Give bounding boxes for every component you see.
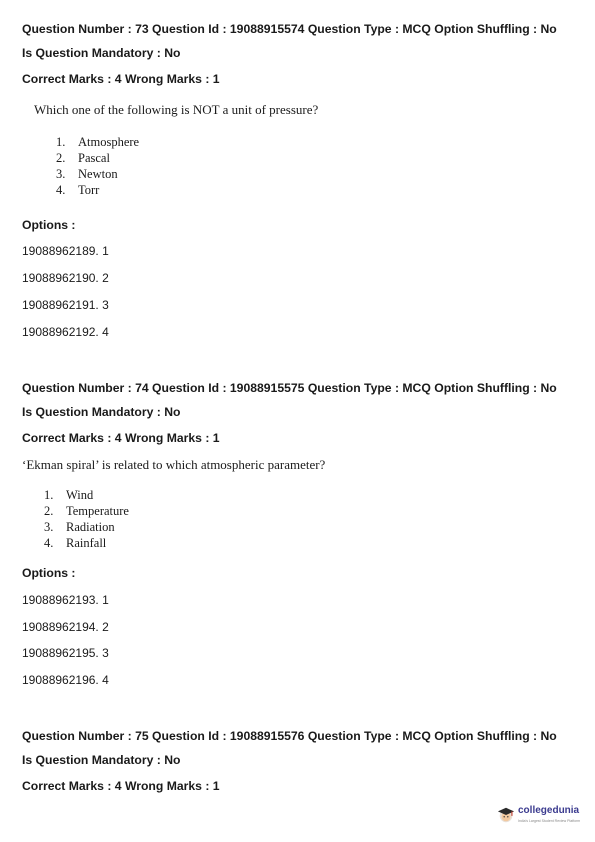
options-label: Options : xyxy=(22,218,76,232)
question-marks: Correct Marks : 4 Wrong Marks : 1 xyxy=(22,431,220,445)
question-marks: Correct Marks : 4 Wrong Marks : 1 xyxy=(22,72,220,86)
choice-text: Atmosphere xyxy=(78,135,140,149)
choice-list xyxy=(44,487,129,551)
choice-item xyxy=(44,487,129,503)
collegedunia-logo xyxy=(497,802,589,832)
choice-item xyxy=(56,182,139,198)
graduation-cap-icon xyxy=(497,806,515,824)
choice-list xyxy=(56,134,139,198)
choice-text: Rainfall xyxy=(66,536,107,550)
choice-number: 2. xyxy=(56,151,66,165)
option-item: 19088962189. 1 xyxy=(22,244,109,258)
option-item: 19088962195. 3 xyxy=(22,646,109,660)
question-header: Question Number : 73 Question Id : 19088915574 Question Type : MCQ Option Shuffling : No xyxy=(22,22,557,36)
choice-number: 1. xyxy=(56,135,66,149)
choice-number: 4. xyxy=(44,536,54,550)
choice-item xyxy=(56,150,139,166)
choice-text: Pascal xyxy=(78,151,110,165)
question-marks: Correct Marks : 4 Wrong Marks : 1 xyxy=(22,779,220,793)
choice-number: 4. xyxy=(56,183,66,197)
options-label: Options : xyxy=(22,566,76,580)
question-header: Question Number : 74 Question Id : 19088915575 Question Type : MCQ Option Shuffling : No xyxy=(22,381,557,395)
choice-number: 1. xyxy=(44,488,54,502)
choice-text: Torr xyxy=(78,183,100,197)
choice-number: 3. xyxy=(44,520,54,534)
choice-text: Radiation xyxy=(66,520,115,534)
question-header: Question Number : 75 Question Id : 19088915576 Question Type : MCQ Option Shuffling : No xyxy=(22,729,557,743)
logo-wordmark: collegedunia xyxy=(518,805,580,816)
choice-text: Wind xyxy=(66,488,94,502)
choice-number: 3. xyxy=(56,167,66,181)
choice-item xyxy=(56,166,139,182)
option-item: 19088962192. 4 xyxy=(22,325,109,339)
question-stem: Which one of the following is NOT a unit of pressure? xyxy=(34,102,319,117)
choice-number: 2. xyxy=(44,504,54,518)
choice-item xyxy=(44,535,129,551)
option-item: 19088962190. 2 xyxy=(22,271,109,285)
question-mandatory: Is Question Mandatory : No xyxy=(22,405,181,419)
option-item: 19088962193. 1 xyxy=(22,593,109,607)
question-mandatory: Is Question Mandatory : No xyxy=(22,46,181,60)
choice-item xyxy=(44,503,129,519)
logo-tagline: India's Largest Student Review Platform xyxy=(518,819,581,823)
option-item: 19088962194. 2 xyxy=(22,620,109,634)
question-mandatory: Is Question Mandatory : No xyxy=(22,753,181,767)
choice-item xyxy=(56,134,139,150)
choice-text: Newton xyxy=(78,167,118,181)
choice-text: Temperature xyxy=(66,504,129,518)
option-item: 19088962196. 4 xyxy=(22,673,109,687)
option-item: 19088962191. 3 xyxy=(22,298,109,312)
choice-item xyxy=(44,519,129,535)
question-stem: ‘Ekman spiral’ is related to which atmospheric parameter? xyxy=(22,457,326,472)
